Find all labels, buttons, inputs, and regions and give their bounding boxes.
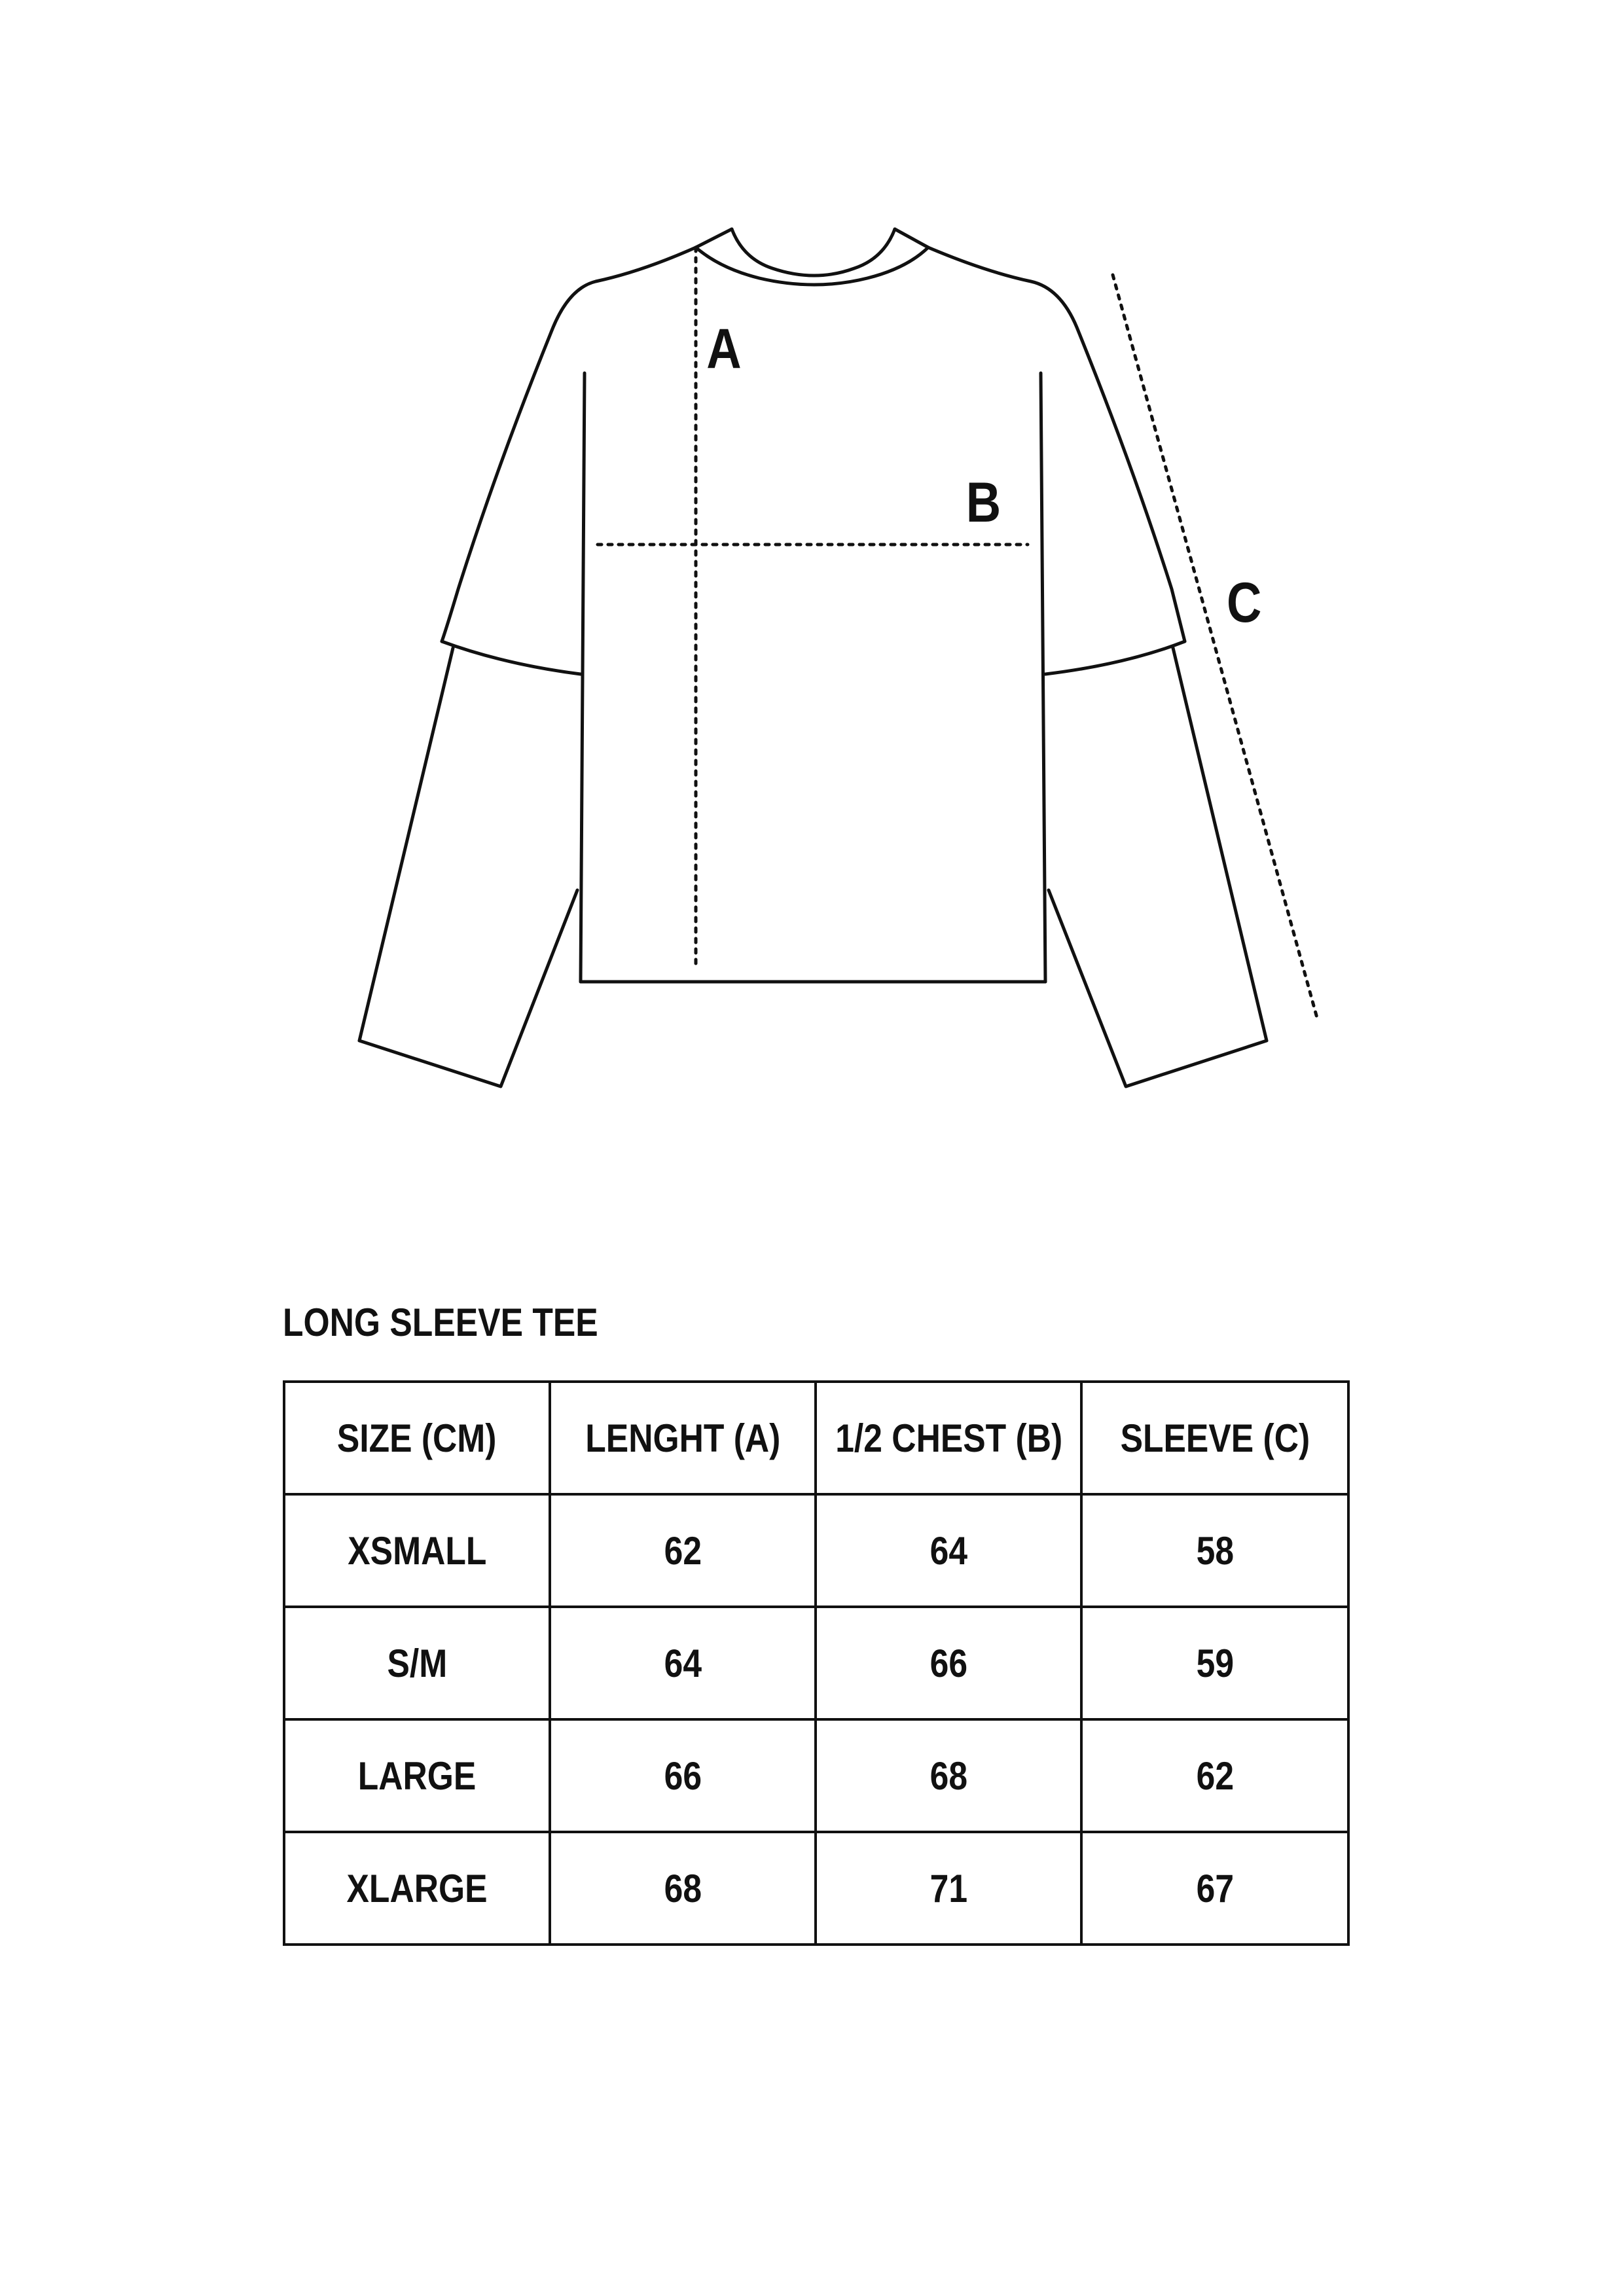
header-length: LENGHT (A) bbox=[550, 1382, 816, 1494]
cell-sleeve: 59 bbox=[1081, 1607, 1348, 1719]
header-size: SIZE (CM) bbox=[284, 1382, 550, 1494]
cell-size: S/M bbox=[284, 1607, 550, 1719]
collar-inner-curve bbox=[732, 229, 895, 276]
left-short-sleeve-hem bbox=[442, 641, 581, 674]
collar-outer bbox=[696, 229, 732, 247]
cell-sleeve: 62 bbox=[1081, 1719, 1348, 1832]
cell-size: XSMALL bbox=[284, 1494, 550, 1607]
label-a: A bbox=[706, 316, 742, 380]
header-row bbox=[284, 1382, 1348, 1494]
table-row bbox=[284, 1719, 1348, 1832]
cell-sleeve: 67 bbox=[1081, 1832, 1348, 1945]
body-left-side bbox=[581, 373, 585, 982]
right-shoulder bbox=[928, 247, 1185, 641]
left-long-sleeve-outer bbox=[359, 648, 577, 1086]
cell-chest: 68 bbox=[816, 1719, 1081, 1832]
collar-outer-right bbox=[895, 229, 928, 247]
body-right-side bbox=[1041, 373, 1045, 982]
measure-line-c bbox=[1113, 275, 1317, 1018]
label-c: C bbox=[1226, 570, 1262, 634]
cell-length: 62 bbox=[550, 1494, 816, 1607]
collar-band bbox=[696, 247, 928, 285]
cell-chest: 64 bbox=[816, 1494, 1081, 1607]
left-shoulder bbox=[442, 247, 696, 641]
table-title: LONG SLEEVE TEE bbox=[283, 1300, 598, 1344]
cell-length: 66 bbox=[550, 1719, 816, 1832]
cell-length: 68 bbox=[550, 1832, 816, 1945]
table-row bbox=[284, 1607, 1348, 1719]
cell-chest: 71 bbox=[816, 1832, 1081, 1945]
cell-sleeve: 58 bbox=[1081, 1494, 1348, 1607]
label-b: B bbox=[965, 470, 1001, 534]
table-row bbox=[284, 1832, 1348, 1945]
table-row bbox=[284, 1494, 1348, 1607]
size-chart-table bbox=[283, 1380, 1350, 1946]
cell-chest: 66 bbox=[816, 1607, 1081, 1719]
cell-length: 64 bbox=[550, 1607, 816, 1719]
header-chest: 1/2 CHEST (B) bbox=[816, 1382, 1081, 1494]
right-short-sleeve-hem bbox=[1045, 641, 1185, 674]
cell-size: XLARGE bbox=[284, 1832, 550, 1945]
header-sleeve: SLEEVE (C) bbox=[1081, 1382, 1348, 1494]
cell-size: LARGE bbox=[284, 1719, 550, 1832]
